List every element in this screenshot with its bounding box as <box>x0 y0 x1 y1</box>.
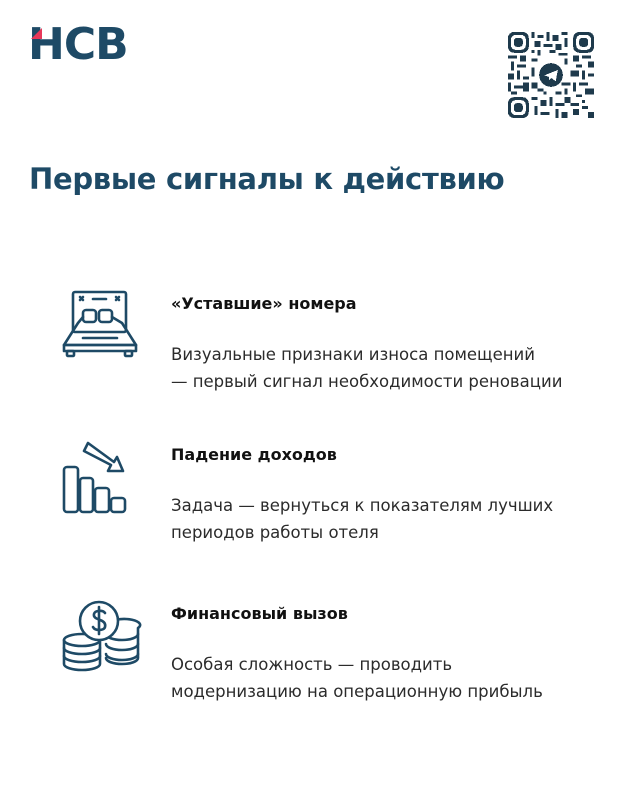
qr-code[interactable] <box>508 32 594 118</box>
item-heading: Финансовый вызов <box>171 604 348 623</box>
item-description: Особая сложность — проводить модернизацию на операционную прибыль <box>171 655 543 701</box>
item-description: Визуальные признаки износа помещений — первый сигнал необходимости реновации <box>171 345 563 391</box>
item-heading: Падение доходов <box>171 445 337 464</box>
declining-chart-icon <box>58 437 142 521</box>
coins-dollar-icon <box>58 596 142 680</box>
brand-logo <box>28 19 148 70</box>
qr-code-icon <box>508 32 594 118</box>
logo-accent-triangle <box>31 28 42 39</box>
page-title: Первые сигналы к действию <box>29 162 505 196</box>
item-heading: «Уставшие» номера <box>171 294 357 313</box>
logo-text: НСВ <box>28 19 128 70</box>
item-description: Задача — вернуться к показателям лучших периодов работы отеля <box>171 496 554 542</box>
bed-icon <box>58 286 142 370</box>
